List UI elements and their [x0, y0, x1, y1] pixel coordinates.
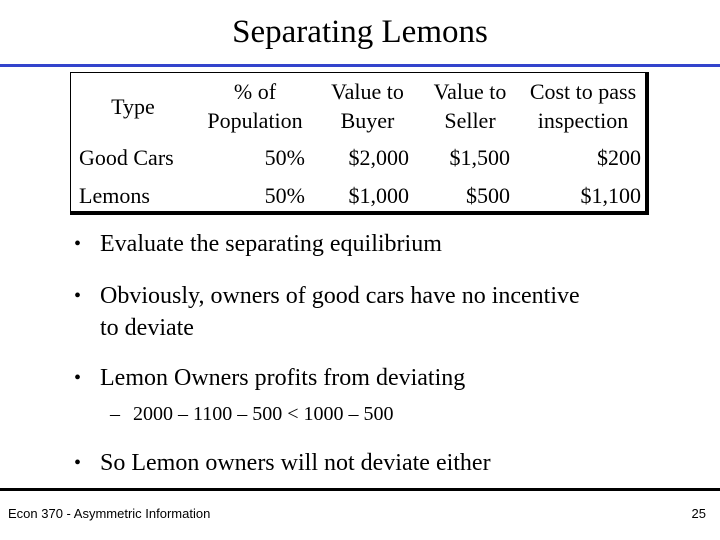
header-inspection-cost-line2: inspection	[537, 108, 629, 133]
header-value-buyer-line2: Buyer	[340, 108, 395, 133]
bullet-text: So Lemon owners will not deviate either	[100, 450, 491, 476]
header-value-seller-line1: Value to	[433, 79, 507, 104]
table-row-lemons-type: Lemons	[79, 183, 150, 208]
header-value-buyer-line1: Value to	[331, 79, 404, 104]
bullet-text: Evaluate the separating equilibrium	[100, 231, 442, 257]
header-population-line1: % of	[233, 79, 277, 104]
page-number: 25	[691, 506, 706, 521]
payoff-table	[70, 72, 649, 215]
bullet-marker: •	[74, 452, 82, 474]
table-row-lemons-pct: 50%	[264, 183, 305, 208]
header-value-seller-line2: Seller	[444, 108, 496, 133]
header-population-line2: Population	[207, 108, 303, 133]
table-row-good-cars-pct: 50%	[264, 145, 305, 170]
footer-course-title: Econ 370 - Asymmetric Information	[8, 506, 211, 521]
header-inspection-cost-line1: Cost to pass	[529, 79, 637, 104]
bullet-marker: •	[74, 233, 82, 255]
sub-bullet-text: 2000 – 1100 – 500 < 1000 – 500	[133, 403, 394, 425]
bullet-marker: •	[74, 285, 82, 307]
table-row-good-cars-buyer: $2,000	[348, 145, 409, 170]
table-row-lemons-seller: $500	[466, 183, 510, 208]
sub-bullet-inequality	[110, 401, 394, 427]
table-row-lemons-cost: $1,100	[580, 183, 641, 208]
header-type: Type	[111, 94, 155, 119]
slide-title: Separating Lemons	[232, 14, 488, 50]
bullet-text-line2: to deviate	[100, 315, 194, 341]
table-row-good-cars-cost: $200	[597, 145, 641, 170]
bullet-marker: •	[74, 367, 82, 389]
table-row-good-cars-type: Good Cars	[79, 145, 174, 170]
bullet-text: Lemon Owners profits from deviating	[100, 365, 466, 391]
table-row-lemons-buyer: $1,000	[348, 183, 409, 208]
footer-divider	[0, 488, 720, 491]
sub-bullet-dash: –	[110, 403, 120, 425]
title-underline	[0, 64, 720, 67]
bullet-text-line1: Obviously, owners of good cars have no incentive	[100, 283, 580, 309]
table-row-good-cars-seller: $1,500	[449, 145, 510, 170]
